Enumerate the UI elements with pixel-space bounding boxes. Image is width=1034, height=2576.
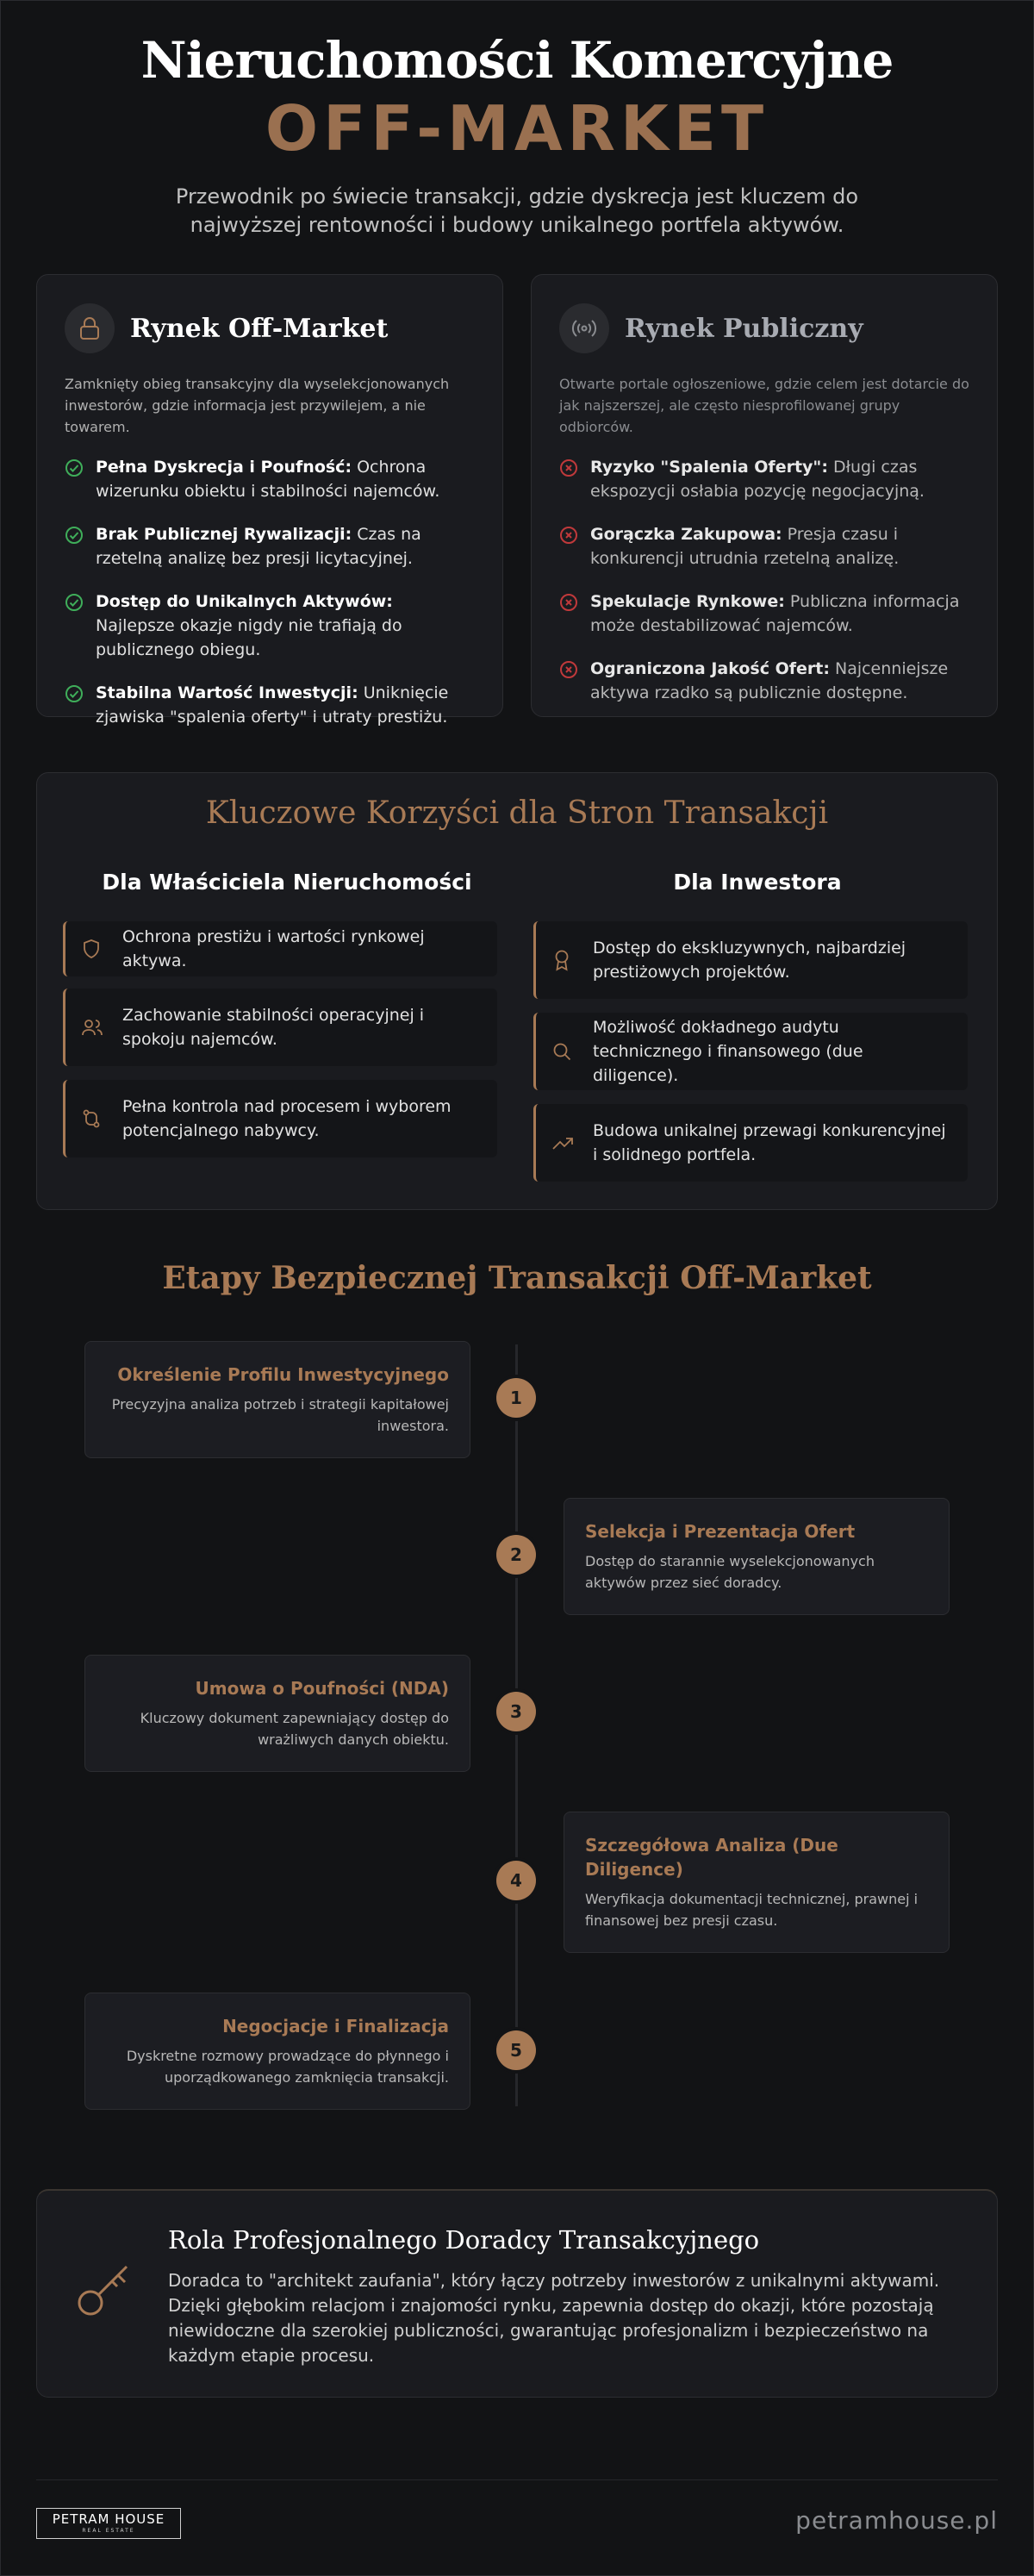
benefit-text: Możliwość dokładnego audytu technicznego i finansowego (due diligence).: [593, 1018, 863, 1085]
step-card: [564, 1812, 950, 1953]
benefit-text: Ochrona prestiżu i wartości rynkowej aktywa.: [122, 927, 425, 970]
x-circle-icon: [559, 458, 582, 503]
benefit-text: Budowa unikalnej przewagi konkurencyjnej i solidnego portfela.: [593, 1121, 946, 1164]
step-card: [84, 1993, 470, 2110]
hero-lead: Przewodnik po świecie transakcji, gdzie dyskrecja jest kluczem do najwyższej rentowności i budowy unikalnego portfela aktywów.: [175, 184, 859, 237]
key-icon: [75, 2256, 137, 2322]
owner-benefit-item: [63, 989, 497, 1066]
shield-icon: [81, 939, 107, 959]
item-bold: Dostęp do Unikalnych Aktywów:: [96, 592, 393, 611]
award-icon: [551, 949, 577, 971]
step-card: [84, 1655, 470, 1772]
investor-benefit-item: [533, 921, 968, 999]
step-number: 1: [496, 1378, 536, 1418]
footer-divider: [36, 2479, 998, 2480]
list-item: [65, 522, 475, 571]
check-circle-icon: [65, 458, 87, 503]
trending-up-icon: [551, 1134, 577, 1151]
check-circle-icon: [65, 684, 87, 729]
item-bold: Stabilna Wartość Inwestycji:: [96, 683, 358, 702]
git-compare-icon: [81, 1108, 107, 1129]
step-title: Umowa o Poufności (NDA): [195, 1678, 449, 1699]
benefits-title: Kluczowe Korzyści dla Stron Transakcji: [205, 795, 829, 831]
investor-benefit-item: [533, 1104, 968, 1182]
benefit-text: Pełna kontrola nad procesem i wyborem potencjalnego nabywcy.: [122, 1097, 452, 1140]
benefits-section: [36, 772, 998, 1210]
item-text: Ochrona wizerunku obiektu i stabilności najemców.: [96, 458, 440, 501]
hero: [0, 29, 1034, 240]
hero-title: Nieruchomości Komercyjne: [140, 31, 894, 90]
step-number: 3: [496, 1692, 536, 1731]
step-description: Kluczowy dokument zapewniający dostęp do wrażliwych danych obiektu.: [140, 1710, 449, 1748]
item-bold: Brak Publicznej Rywalizacji:: [96, 525, 352, 544]
list-item: [559, 657, 969, 705]
broadcast-icon: [559, 303, 609, 353]
owner-benefit-item: [63, 921, 497, 976]
list-item: [559, 455, 969, 503]
step-description: Dyskretne rozmowy prowadzące do płynnego i uporządkowanego zamknięcia transakcji.: [126, 2048, 449, 2086]
step-title: Selekcja i Prezentacja Ofert: [585, 1521, 856, 1542]
item-text: Najcenniejsze aktywa rzadko są publicznie dostępne.: [590, 659, 949, 702]
public-market-card: [531, 274, 998, 717]
steps-title: Etapy Bezpiecznej Transakcji Off-Market: [162, 1260, 872, 1296]
benefit-text: Dostęp do ekskluzywnych, najbardziej prestiżowych projektów.: [593, 939, 906, 982]
users-icon: [81, 1017, 107, 1038]
step-description: Weryfikacja dokumentacji technicznej, prawnej i finansowej bez presji czasu.: [585, 1891, 919, 1929]
check-circle-icon: [65, 593, 87, 662]
step-card: [564, 1498, 950, 1615]
item-text: Uniknięcie zjawiska "spalenia oferty" i utraty prestiżu.: [96, 683, 449, 727]
item-text: Długi czas ekspozycji osłabia pozycję negocjacyjną.: [590, 458, 925, 501]
advisor-text: Doradca to "architekt zaufania", który łączy potrzeby inwestorów z unikalnymi aktywami. Dzięki głębokim relacjom i znajomości rynku, zapewnia dostęp do okazji, które pozostają niewidoczne dla szerokiej publiczności, gwarantując profesjonalizm i bezpieczeństwo na każdym etapie procesu.: [168, 2270, 940, 2366]
off-market-description: Zamknięty obieg transakcyjny dla wyselekcjonowanych inwestorów, gdzie informacja jest przywilejem, a nie towarem.: [65, 376, 450, 435]
logo-sub-text: REAL ESTATE: [82, 2528, 135, 2534]
off-market-card: [36, 274, 503, 727]
step-number: 4: [496, 1861, 536, 1900]
petram-house-logo: [36, 2508, 181, 2539]
item-text: Publiczna informacja może destabilizować najemców.: [590, 592, 960, 635]
x-circle-icon: [559, 660, 582, 705]
advisor-section: [36, 2189, 998, 2398]
advisor-title: Rola Profesjonalnego Doradcy Transakcyjnego: [168, 2225, 760, 2255]
off-market-title: Rynek Off-Market: [130, 313, 389, 344]
step-number: 5: [496, 2030, 536, 2070]
list-item: [65, 455, 475, 503]
step-title: Szczegółowa Analiza (Due Diligence): [585, 1835, 838, 1880]
list-item: [559, 589, 969, 638]
check-circle-icon: [65, 526, 87, 571]
logo-main-text: PETRAM HOUSE: [52, 2511, 165, 2527]
item-bold: Pełna Dyskrecja i Poufność:: [96, 458, 352, 477]
search-icon: [551, 1041, 577, 1062]
hero-subtitle: OFF-MARKET: [265, 92, 769, 165]
item-text: Presja czasu i konkurencji utrudnia rzetelną analizę.: [590, 525, 900, 568]
x-circle-icon: [559, 593, 582, 638]
lock-icon: [65, 303, 115, 353]
item-text: Czas na rzetelną analizę bez presji licytacyjnej.: [96, 525, 421, 568]
item-bold: Ryzyko "Spalenia Oferty":: [590, 458, 828, 477]
investor-column-title: Dla Inwestora: [673, 870, 842, 895]
public-market-list: [559, 455, 969, 705]
item-bold: Ograniczona Jakość Ofert:: [590, 659, 830, 678]
website-link[interactable]: petramhouse.pl: [795, 2506, 998, 2535]
step-description: Precyzyjna analiza potrzeb i strategii kapitałowej inwestora.: [111, 1396, 449, 1434]
item-bold: Gorączka Zakupowa:: [590, 525, 782, 544]
step-number: 2: [496, 1535, 536, 1575]
item-bold: Spekulacje Rynkowe:: [590, 592, 785, 611]
owner-column-title: Dla Właściciela Nieruchomości: [102, 870, 472, 895]
investor-benefit-item: [533, 1013, 968, 1090]
x-circle-icon: [559, 526, 582, 571]
step-title: Określenie Profilu Inwestycyjnego: [117, 1364, 449, 1385]
benefit-text: Zachowanie stabilności operacyjnej i spokoju najemców.: [122, 1006, 425, 1049]
list-item: [65, 681, 475, 729]
public-market-title: Rynek Publiczny: [625, 313, 863, 344]
off-market-list: [65, 455, 475, 729]
step-title: Negocjacje i Finalizacja: [222, 2016, 449, 2036]
step-card: [84, 1341, 470, 1458]
item-text: Najlepsze okazje nigdy nie trafiają do publicznego obiegu.: [96, 616, 402, 659]
step-description: Dostęp do starannie wyselekcjonowanych aktywów przez sieć doradcy.: [585, 1553, 875, 1591]
list-item: [559, 522, 969, 571]
owner-benefit-item: [63, 1080, 497, 1157]
list-item: [65, 589, 475, 662]
public-market-description: Otwarte portale ogłoszeniowe, gdzie celem jest dotarcie do jak najszerszej, ale często niesprofilowanej grupy odbiorców.: [559, 376, 969, 435]
